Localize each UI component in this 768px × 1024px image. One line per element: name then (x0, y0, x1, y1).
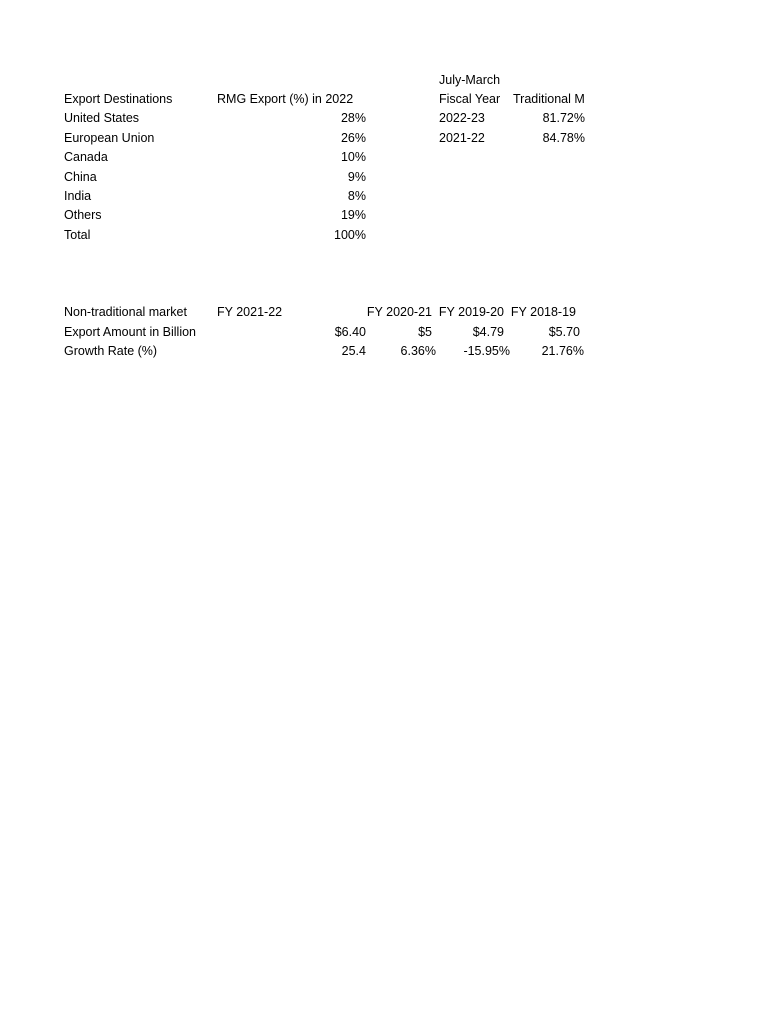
growth-rate-fy-2019-20[interactable]: -15.95% (463, 344, 510, 358)
row-value-united-states[interactable]: 28% (340, 111, 366, 125)
export-amount-fy-2021-22[interactable]: $6.40 (334, 325, 366, 339)
row-value-2022-23[interactable]: 81.72% (542, 111, 585, 125)
row-value-total[interactable]: 100% (334, 228, 366, 242)
export-amount-fy-2020-21[interactable]: $5 (418, 325, 432, 339)
row-label-india[interactable]: India (64, 189, 92, 203)
row-value-others[interactable]: 19% (340, 208, 366, 222)
export-amount-fy-2019-20[interactable]: $4.79 (472, 325, 504, 339)
header-fiscal-year[interactable]: Fiscal Year (439, 92, 501, 106)
row-value-2021-22[interactable]: 84.78% (542, 131, 585, 145)
header-fy-2019-20[interactable]: FY 2019-20 (438, 305, 504, 319)
header-non-traditional-market[interactable]: Non-traditional market (64, 305, 187, 319)
row-value-china[interactable]: 9% (347, 170, 366, 184)
export-amount-fy-2018-19[interactable]: $5.70 (548, 325, 580, 339)
row-year-2022-23[interactable]: 2022-23 (439, 111, 485, 125)
growth-rate-fy-2020-21[interactable]: 6.36% (400, 344, 436, 358)
header-july-march[interactable]: July-March (439, 73, 501, 87)
header-fy-2021-22[interactable]: FY 2021-22 (217, 305, 283, 319)
header-fy-2020-21[interactable]: FY 2020-21 (366, 305, 432, 319)
row-value-india[interactable]: 8% (347, 189, 366, 203)
row-label-european-union[interactable]: European Union (64, 131, 155, 145)
row-label-others[interactable]: Others (64, 208, 102, 222)
row-value-canada[interactable]: 10% (340, 150, 366, 164)
header-rmg-export[interactable]: RMG Export (%) in 2022 (217, 92, 354, 106)
row-value-european-union[interactable]: 26% (340, 131, 366, 145)
row-label-total[interactable]: Total (64, 228, 91, 242)
header-export-destinations[interactable]: Export Destinations (64, 92, 173, 106)
row-year-2021-22[interactable]: 2021-22 (439, 131, 485, 145)
growth-rate-fy-2018-19[interactable]: 21.76% (541, 344, 584, 358)
header-traditional-market[interactable]: Traditional M (513, 92, 585, 106)
row-label-export-amount[interactable]: Export Amount in Billion (64, 325, 197, 339)
header-fy-2018-19[interactable]: FY 2018-19 (510, 305, 576, 319)
growth-rate-fy-2021-22[interactable]: 25.4 (341, 344, 366, 358)
row-label-united-states[interactable]: United States (64, 111, 140, 125)
row-label-growth-rate[interactable]: Growth Rate (%) (64, 344, 158, 358)
row-label-canada[interactable]: Canada (64, 150, 108, 164)
row-label-china[interactable]: China (64, 170, 97, 184)
